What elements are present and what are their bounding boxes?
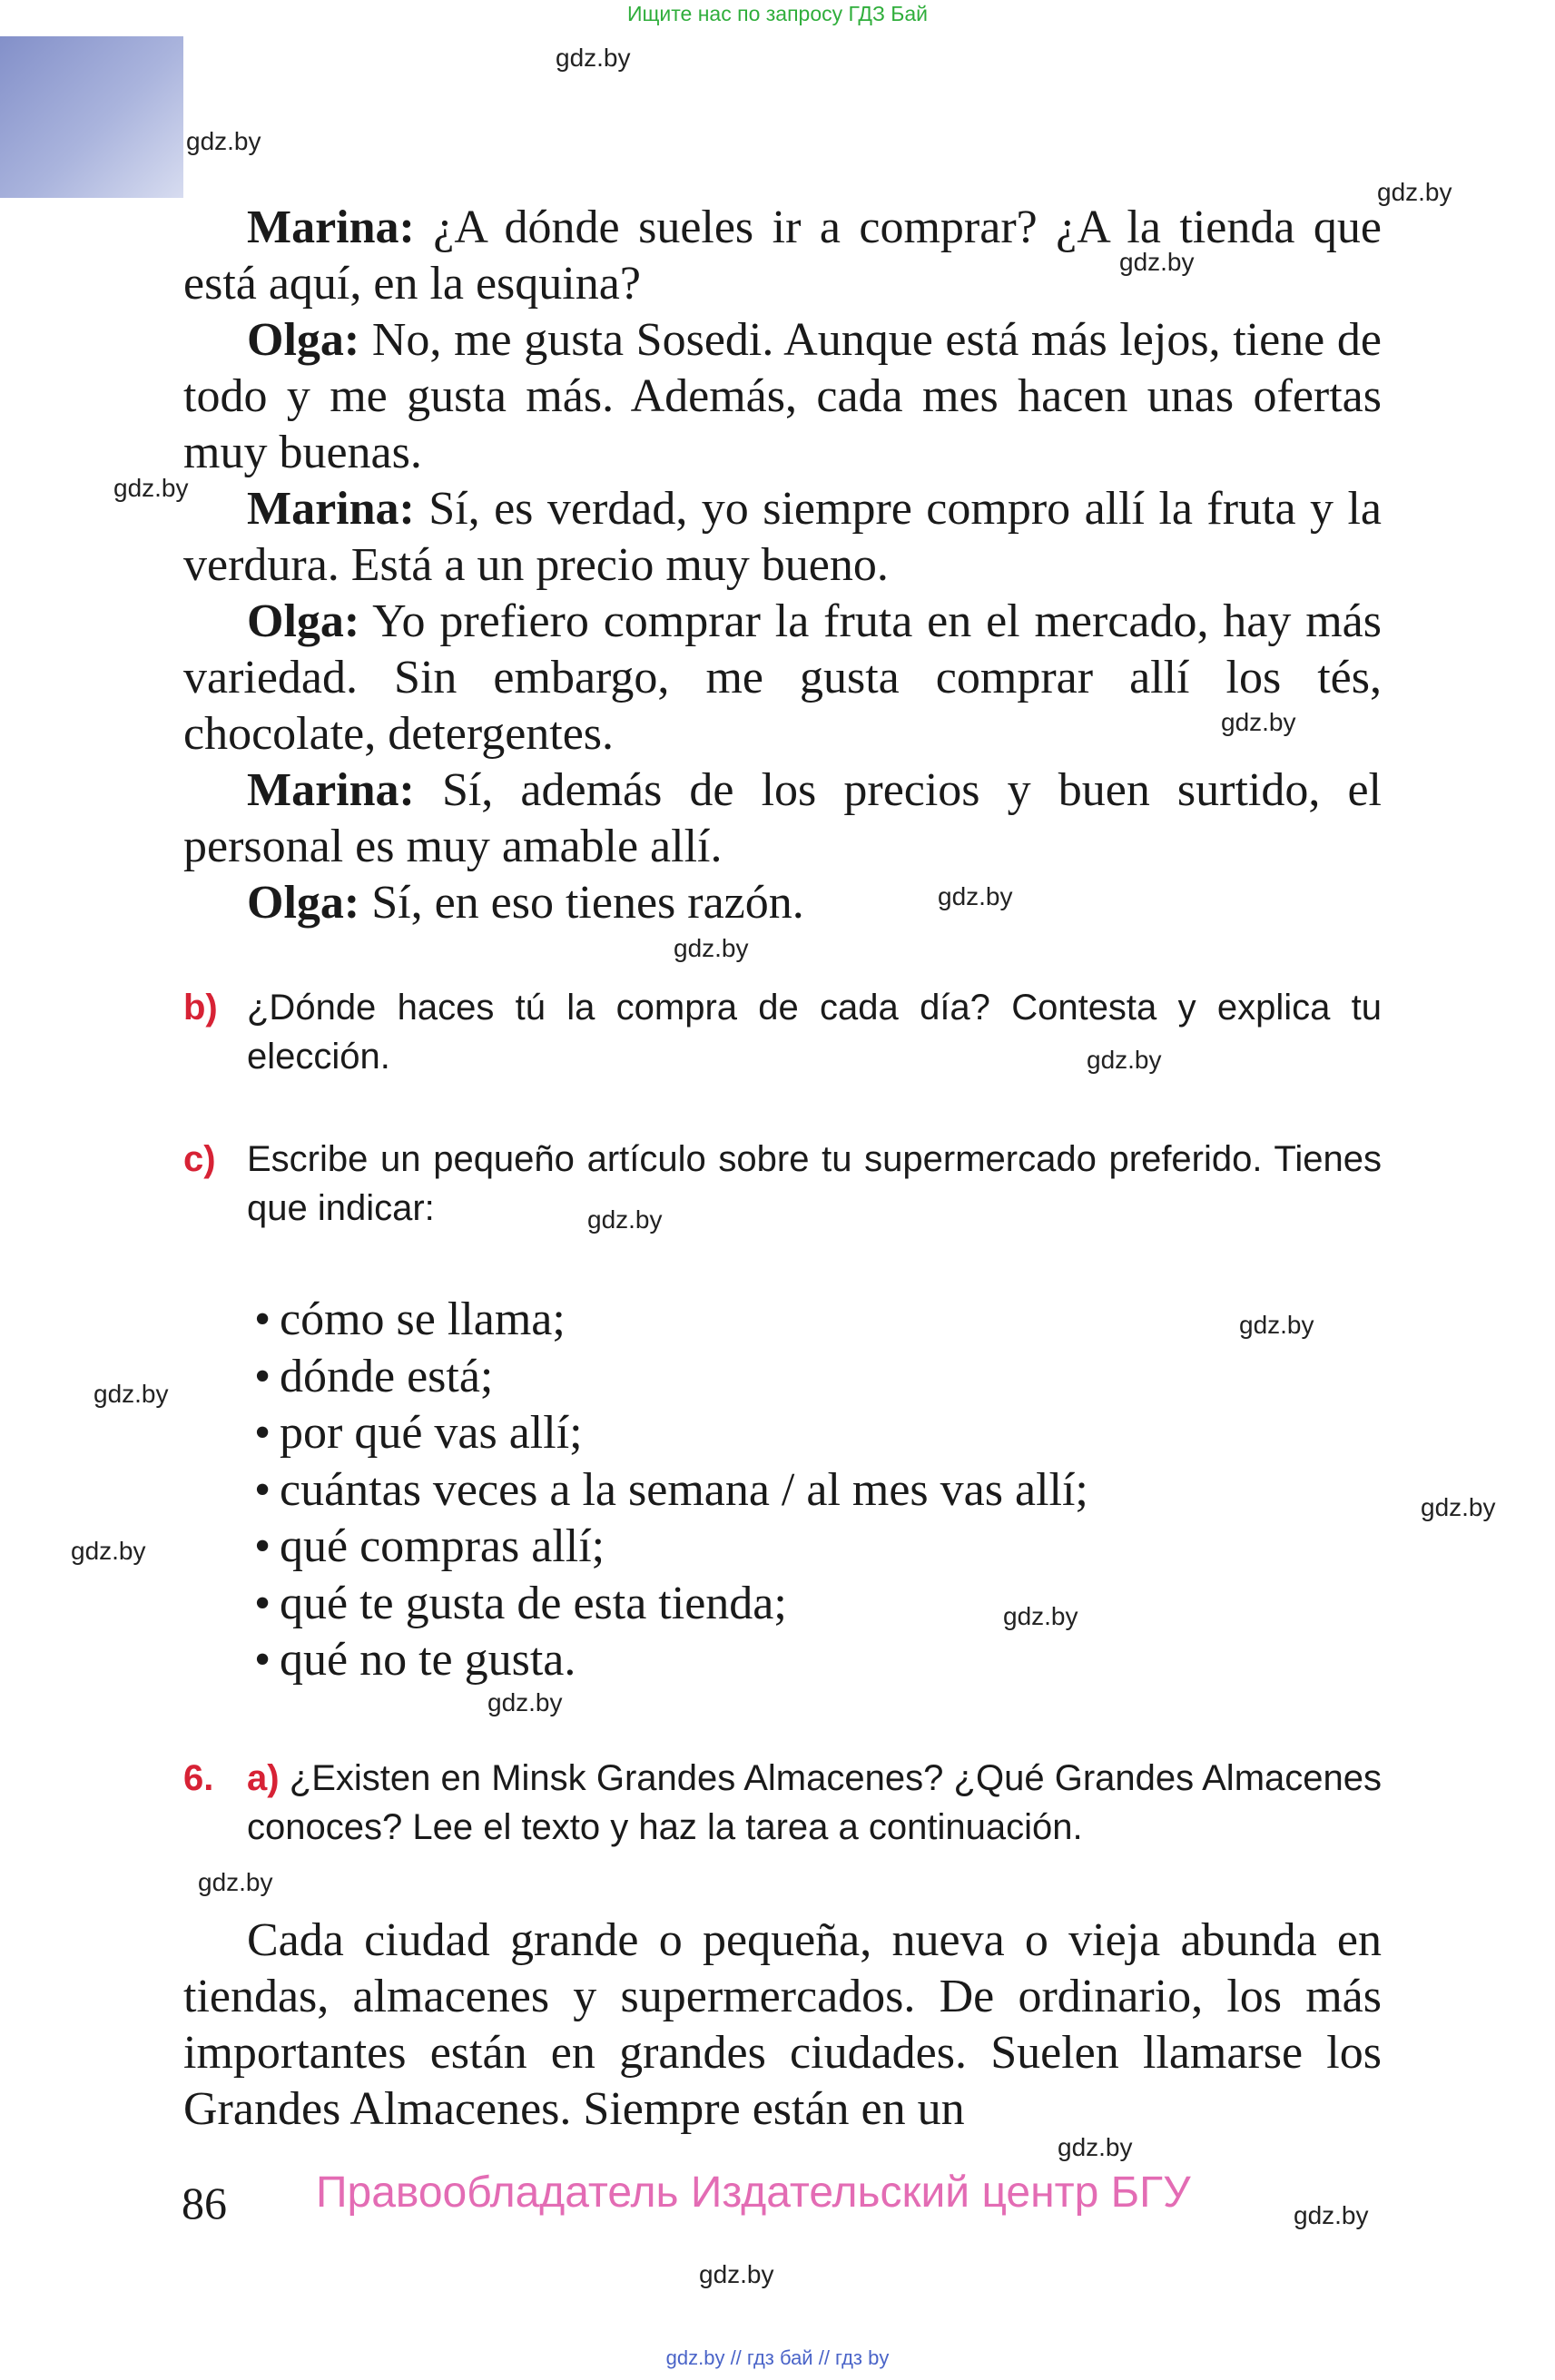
- watermark: gdz.by: [1421, 1493, 1496, 1521]
- dialogue-line: [183, 200, 1382, 312]
- task-marker: c): [183, 1139, 216, 1179]
- watermark: gdz.by: [556, 44, 631, 72]
- task-text: [247, 1754, 1382, 1852]
- search-hint-link[interactable]: Ищите нас по запросу ГДЗ Бай: [626, 2, 929, 25]
- bullet-icon: •: [254, 1350, 271, 1402]
- watermark: gdz.by: [1003, 1602, 1078, 1630]
- exercise-number: 6.: [183, 1758, 214, 1798]
- line-text: Sí, además de los precios y buen surtido, el personal es muy amable allí.: [183, 764, 1382, 872]
- dialogue: [183, 200, 1382, 931]
- watermark: gdz.by: [1239, 1311, 1314, 1339]
- list-item: [254, 1576, 1088, 1633]
- list-item-text: qué te gusta de esta tienda;: [280, 1577, 787, 1629]
- speaker: Olga:: [247, 877, 360, 929]
- watermark: gdz.by: [1377, 178, 1452, 206]
- bullet-icon: •: [254, 1293, 271, 1345]
- line-text: Yo prefiero comprar la fruta en el mercado, hay más variedad. Sin embargo, me gusta comprar allí los tés, chocolate, detergentes.: [183, 595, 1382, 760]
- line-text: Sí, en eso tienes razón.: [359, 877, 804, 929]
- speaker: Olga:: [247, 314, 360, 366]
- list-item: [254, 1632, 1088, 1689]
- page-number: 86: [182, 2178, 227, 2228]
- watermark: gdz.by: [113, 474, 189, 502]
- watermark: gdz.by: [1087, 1046, 1162, 1074]
- task-marker: a): [247, 1758, 280, 1798]
- watermark: gdz.by: [93, 1380, 169, 1408]
- task-b: [183, 983, 1382, 1081]
- speaker: Marina:: [247, 764, 415, 816]
- dialogue-line: [183, 481, 1382, 594]
- list-item: [254, 1462, 1088, 1519]
- task-text: Escribe un pequeño artículo sobre tu supermercado preferido. Tienes que indicar:: [247, 1139, 1382, 1228]
- list-item-text: cómo se llama;: [280, 1293, 566, 1345]
- list-item-text: dónde está;: [280, 1350, 494, 1402]
- list-item-text: qué no te gusta.: [280, 1634, 576, 1686]
- watermark: gdz.by: [674, 934, 749, 962]
- watermark: gdz.by: [699, 2260, 774, 2288]
- task-marker: b): [183, 988, 218, 1028]
- watermark: gdz.by: [198, 1868, 273, 1896]
- task-text: ¿Dónde haces tú la compra de cada día? Contesta y explica tu elección.: [247, 988, 1382, 1077]
- copyright-notice: Правообладатель Издательский центр БГУ: [316, 2169, 1191, 2217]
- task-6-text: ¿Existen en Minsk Grandes Almacenes? ¿Qué Grandes Almacenes conoces? Lee el texto y haz la tarea a continuación.: [247, 1758, 1382, 1847]
- speaker: Olga:: [247, 595, 360, 647]
- watermark: gdz.by: [587, 1205, 663, 1234]
- watermark: gdz.by: [1058, 2133, 1133, 2161]
- line-text: No, me gusta Sosedi. Aunque está más lejos, tiene de todo y me gusta más. Además, cada mes hacen unas ofertas muy buenas.: [183, 314, 1382, 478]
- speaker: Marina:: [247, 483, 415, 535]
- bullet-icon: •: [254, 1520, 271, 1572]
- watermark: gdz.by: [71, 1537, 146, 1565]
- task-c: [183, 1135, 1382, 1233]
- list-item-text: cuántas veces a la semana / al mes vas allí;: [280, 1463, 1088, 1516]
- task-6: [183, 1754, 1382, 1852]
- footer-links[interactable]: gdz.by // гдз бай // гдз by: [665, 2346, 890, 2369]
- dialogue-line: [183, 762, 1382, 875]
- bullet-icon: •: [254, 1634, 271, 1686]
- list-item: [254, 1519, 1088, 1576]
- dialogue-line: [183, 594, 1382, 762]
- paragraph: Cada ciudad grande o pequeña, nueva o vieja abunda en tiendas, almacenes y supermercados. De ordinario, los más importantes están en grandes ciudades. Suelen llamarse los Grandes Almacenes. Siempre están en un: [183, 1914, 1382, 2135]
- bullet-icon: •: [254, 1577, 271, 1629]
- list-item: [254, 1405, 1088, 1462]
- list-item: [254, 1349, 1088, 1406]
- line-text: Sí, es verdad, yo siempre compro allí la fruta y la verdura. Está a un precio muy bueno.: [183, 483, 1382, 591]
- corner-decoration: [0, 36, 183, 198]
- reading-text: [183, 1913, 1382, 2138]
- dialogue-line: [183, 312, 1382, 481]
- line-text: ¿A dónde sueles ir a comprar? ¿A la tienda que está aquí, en la esquina?: [183, 202, 1382, 310]
- watermark: gdz.by: [1294, 2201, 1369, 2229]
- dialogue-line: [183, 875, 1382, 931]
- watermark: gdz.by: [487, 1688, 563, 1716]
- list-item: [254, 1292, 1088, 1349]
- watermark: gdz.by: [938, 882, 1013, 910]
- list-item-text: qué compras allí;: [280, 1520, 605, 1572]
- list-item-text: por qué vas allí;: [280, 1407, 583, 1459]
- bullet-icon: •: [254, 1407, 271, 1459]
- watermark: gdz.by: [1119, 248, 1195, 276]
- watermark: gdz.by: [1221, 708, 1296, 736]
- bullet-list: [254, 1292, 1088, 1689]
- watermark: gdz.by: [186, 127, 261, 155]
- speaker: Marina:: [247, 202, 415, 253]
- bullet-icon: •: [254, 1463, 271, 1516]
